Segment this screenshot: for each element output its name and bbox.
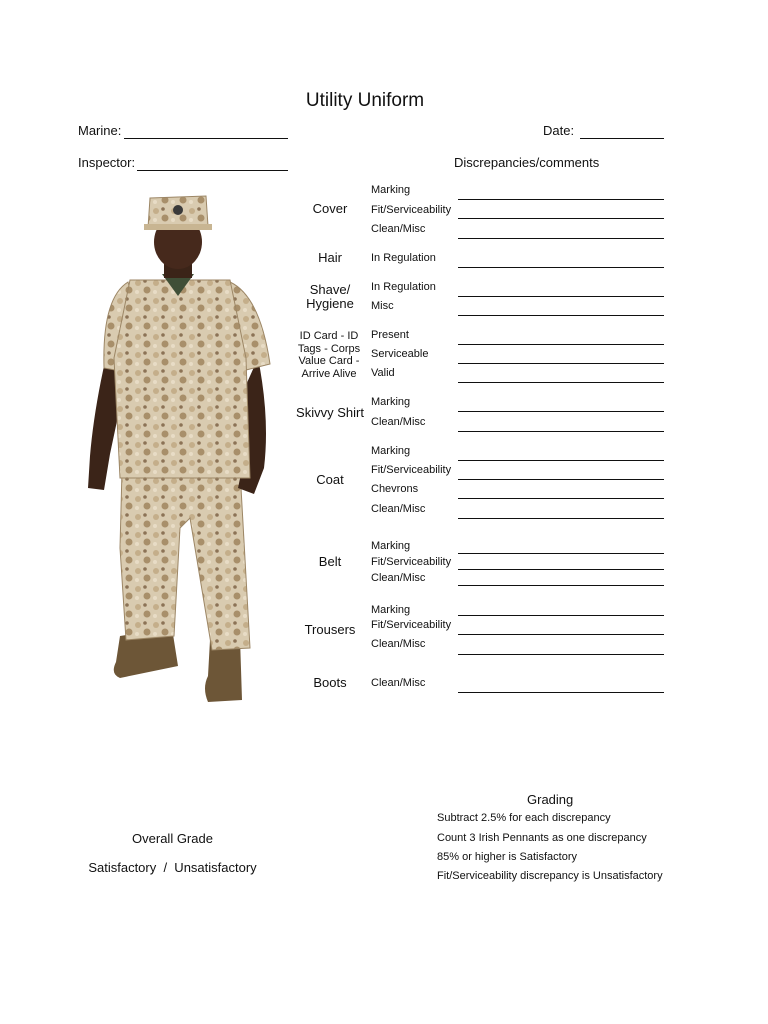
comment-line[interactable]: [458, 498, 664, 499]
item-label: Valid: [371, 367, 395, 379]
item-label: Clean/Misc: [371, 223, 426, 235]
comment-line[interactable]: [458, 296, 664, 297]
comment-line[interactable]: [458, 238, 664, 239]
comment-line[interactable]: [458, 344, 664, 345]
category-cover: Cover: [312, 201, 348, 216]
marine-illustration: [80, 188, 280, 708]
grading-rule: Count 3 Irish Pennants as one discrepancy: [437, 832, 647, 844]
item-label: Clean/Misc: [371, 677, 426, 689]
comment-line[interactable]: [458, 363, 664, 364]
item-label: Present: [371, 329, 409, 341]
category-skivvy-shirt: Skivvy Shirt: [296, 405, 364, 420]
item-label: Serviceable: [371, 348, 429, 360]
comment-line[interactable]: [458, 267, 664, 268]
item-label: Misc: [371, 300, 394, 312]
item-label: Marking: [371, 445, 411, 457]
comment-line[interactable]: [458, 654, 664, 655]
inspector-field[interactable]: [137, 170, 288, 171]
grading-rule: Subtract 2.5% for each discrepancy: [437, 812, 611, 824]
category-shave-hygiene: Shave/ Hygiene: [306, 282, 354, 311]
marine-field[interactable]: [124, 138, 288, 139]
grading-rule: 85% or higher is Satisfactory: [437, 851, 578, 863]
comment-line[interactable]: [458, 615, 664, 616]
comment-line[interactable]: [458, 585, 664, 586]
date-label: Date:: [543, 123, 575, 138]
item-label: Clean/Misc: [371, 572, 426, 584]
comment-line[interactable]: [458, 692, 664, 693]
inspector-label: Inspector:: [78, 155, 136, 170]
overall-grade-choice[interactable]: Satisfactory / Unsatisfactory: [88, 860, 257, 875]
category-hair: Hair: [318, 250, 342, 265]
item-label: Fit/Serviceability: [371, 204, 452, 216]
comment-line[interactable]: [458, 218, 664, 219]
category-coat: Coat: [316, 472, 344, 487]
comment-line[interactable]: [458, 382, 664, 383]
comment-line[interactable]: [458, 569, 664, 570]
comment-line[interactable]: [458, 431, 664, 432]
marine-label: Marine:: [78, 123, 122, 138]
category-trousers: Trousers: [304, 622, 356, 637]
page-title: Utility Uniform: [305, 90, 425, 111]
comment-line[interactable]: [458, 634, 664, 635]
item-label: Marking: [371, 604, 411, 616]
category-belt: Belt: [318, 554, 342, 569]
item-label: Fit/Serviceability: [371, 619, 452, 631]
item-label: Fit/Serviceability: [371, 556, 452, 568]
overall-grade-heading: Overall Grade: [132, 831, 213, 846]
date-field[interactable]: [580, 138, 664, 139]
item-label: Fit/Serviceability: [371, 464, 452, 476]
comment-line[interactable]: [458, 479, 664, 480]
item-label: Clean/Misc: [371, 503, 426, 515]
category-id-card: ID Card - ID Tags - Corps Value Card - Arrive Alive: [297, 330, 361, 380]
item-label: In Regulation: [371, 252, 436, 264]
comment-line[interactable]: [458, 411, 664, 412]
grading-heading: Grading: [527, 792, 574, 807]
comment-line[interactable]: [458, 315, 664, 316]
item-label: In Regulation: [371, 281, 436, 293]
category-boots: Boots: [313, 675, 347, 690]
grading-rule: Fit/Serviceability discrepancy is Unsatisfactory: [437, 870, 663, 882]
item-label: Marking: [371, 540, 411, 552]
comment-line[interactable]: [458, 518, 664, 519]
comment-line[interactable]: [458, 460, 664, 461]
item-label: Clean/Misc: [371, 416, 426, 428]
item-label: Marking: [371, 184, 411, 196]
comment-line[interactable]: [458, 553, 664, 554]
item-label: Chevrons: [371, 483, 419, 495]
comment-line[interactable]: [458, 199, 664, 200]
item-label: Clean/Misc: [371, 638, 426, 650]
discrepancies-heading: Discrepancies/comments: [454, 155, 600, 170]
item-label: Marking: [371, 396, 411, 408]
